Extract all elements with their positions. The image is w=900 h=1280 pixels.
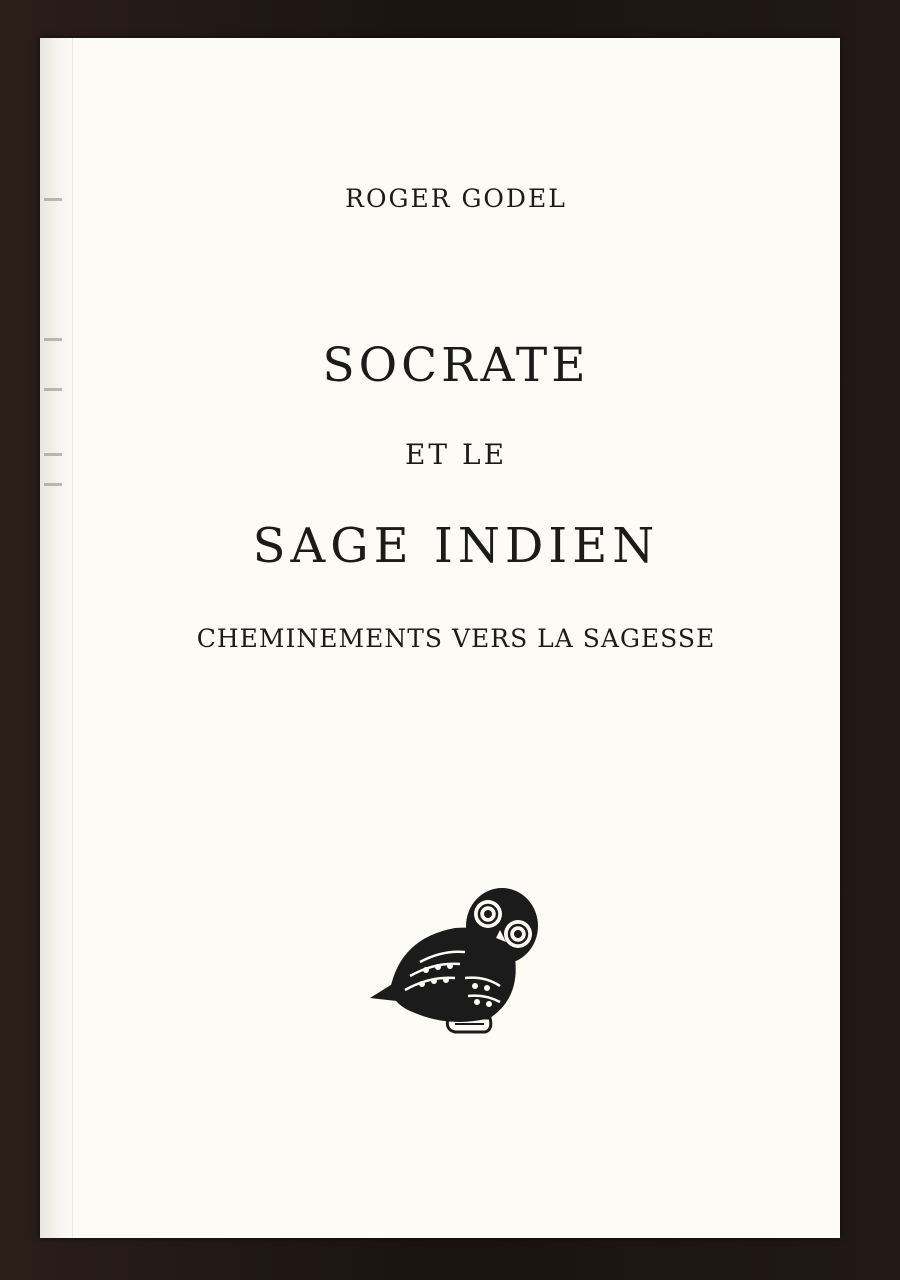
title-line-1: SOCRATE bbox=[322, 338, 590, 393]
spine-mark bbox=[44, 198, 62, 201]
spine-mark bbox=[44, 453, 62, 456]
subtitle: CHEMINEMENTS VERS LA SAGESSE bbox=[196, 624, 716, 653]
spine-mark bbox=[44, 483, 62, 486]
owl-icon bbox=[360, 878, 540, 1038]
title-line-2: SAGE INDIEN bbox=[252, 518, 660, 574]
author-name: ROGER GODEL bbox=[345, 184, 567, 213]
spine-edge bbox=[40, 38, 73, 1238]
title-connector: ET LE bbox=[404, 438, 508, 471]
spine-mark bbox=[44, 338, 62, 341]
book-cover bbox=[40, 38, 840, 1238]
spine-mark bbox=[44, 388, 62, 391]
